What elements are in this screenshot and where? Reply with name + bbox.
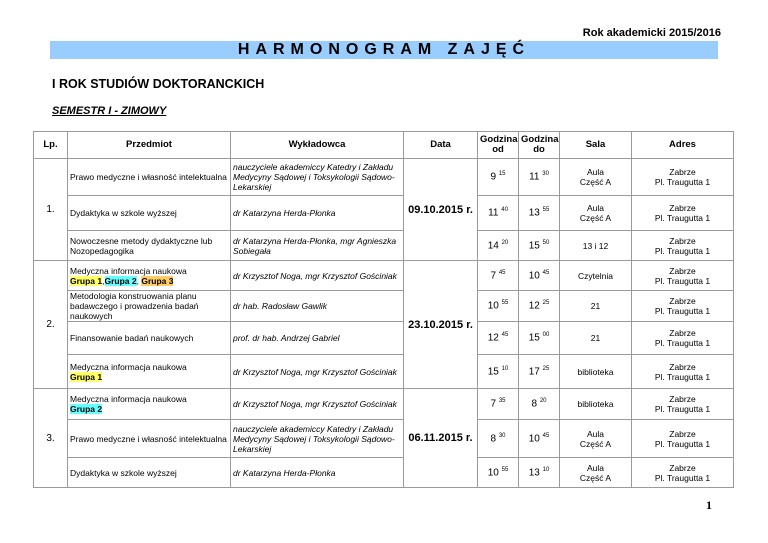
time-from-cell: 9 $^{15}$ — [478, 159, 519, 196]
address-cell: Zabrze Pl. Traugutta 1 — [632, 261, 734, 291]
address-cell: Zabrze Pl. Traugutta 1 — [632, 159, 734, 196]
address-cell: Zabrze Pl. Traugutta 1 — [632, 322, 734, 355]
academic-year: Rok akademicki 2015/2016 — [582, 27, 721, 39]
table-row — [34, 261, 734, 291]
col-time-from: Godzina od — [478, 132, 519, 159]
lecturer-cell: dr Krzysztof Noga, mgr Krzysztof Gościniak — [231, 389, 404, 420]
lecturer-cell: dr Katarzyna Herda-Płonka — [231, 458, 404, 488]
room-cell: Aula Część A — [560, 458, 632, 488]
col-lp: Lp. — [34, 132, 68, 159]
subject-cell: Dydaktyka w szkole wyższej — [68, 196, 231, 231]
lecturer-cell: dr Katarzyna Herda-Płonka, mgr Agnieszka Sobiegała — [231, 231, 404, 261]
room-cell: Aula Część A — [560, 196, 632, 231]
group-badge: Grupa 1 — [70, 371, 103, 382]
lecturer-cell: nauczyciele akademiccy Katedry i Zakładu Medycyny Sądowej i Toksykologii Sądowo-Lekarskiej — [231, 420, 404, 458]
time-to-cell: 17 $^{25}$ — [519, 355, 560, 389]
room-cell: Aula Część A — [560, 420, 632, 458]
subject-cell: Prawo medyczne i własność intelektualna — [68, 420, 231, 458]
document-title: HARMONOGRAM ZAJĘĆ — [50, 41, 718, 59]
subject-cell: Metodologia konstruowania planu badawczego i prowadzenia badań naukowych — [68, 291, 231, 322]
lecturer-cell: dr Krzysztof Noga, mgr Krzysztof Gościniak — [231, 355, 404, 389]
time-to-cell: 11 $^{30}$ — [519, 159, 560, 196]
date-cell: 23.10.2015 r. — [404, 261, 478, 389]
lecturer-cell: dr hab. Radosław Gawlik — [231, 291, 404, 322]
time-from-cell: 12 $^{45}$ — [478, 322, 519, 355]
lecturer-cell: prof. dr hab. Andrzej Gabriel — [231, 322, 404, 355]
time-to-cell: 13 $^{55}$ — [519, 196, 560, 231]
room-cell: biblioteka — [560, 389, 632, 420]
time-from-cell: 8 $^{30}$ — [478, 420, 519, 458]
col-time-to: Godzina do — [519, 132, 560, 159]
room-cell: biblioteka — [560, 355, 632, 389]
lecturer-cell: nauczyciele akademiccy Katedry i Zakładu Medycyny Sądowej i Toksykologii Sądowo-Lekarskiej — [231, 159, 404, 196]
subject-cell: Dydaktyka w szkole wyższej — [68, 458, 231, 488]
time-from-cell: 10 $^{55}$ — [478, 291, 519, 322]
time-to-cell: 10 $^{45}$ — [519, 420, 560, 458]
table-row — [34, 159, 734, 196]
subject-cell: Finansowanie badań naukowych — [68, 322, 231, 355]
col-address: Adres — [632, 132, 734, 159]
address-cell: Zabrze Pl. Traugutta 1 — [632, 355, 734, 389]
table-row — [34, 322, 734, 355]
time-from-cell: 7 $^{45}$ — [478, 261, 519, 291]
lecturer-cell: dr Krzysztof Noga, mgr Krzysztof Gościniak — [231, 261, 404, 291]
date-cell: 06.11.2015 r. — [404, 389, 478, 488]
time-from-cell: 10 $^{55}$ — [478, 458, 519, 488]
col-date: Data — [404, 132, 478, 159]
subject-cell: Medyczna informacja naukowa Grupa 2 — [68, 389, 231, 420]
group-badge: Grupa 2 — [104, 275, 137, 286]
time-to-cell: 12 $^{25}$ — [519, 291, 560, 322]
time-from-cell: 15 $^{10}$ — [478, 355, 519, 389]
room-cell: Aula Część A — [560, 159, 632, 196]
table-row — [34, 231, 734, 261]
group-badge: Grupa 3 — [141, 275, 174, 286]
address-cell: Zabrze Pl. Traugutta 1 — [632, 420, 734, 458]
address-cell: Zabrze Pl. Traugutta 1 — [632, 458, 734, 488]
semester-label: SEMESTR I - ZIMOWY — [52, 105, 167, 117]
lp-cell: 1. — [34, 159, 68, 261]
room-cell: Czytelnia — [560, 261, 632, 291]
address-cell: Zabrze Pl. Traugutta 1 — [632, 231, 734, 261]
time-from-cell: 11 $^{40}$ — [478, 196, 519, 231]
room-cell: 13 i 12 — [560, 231, 632, 261]
room-cell: 21 — [560, 322, 632, 355]
time-from-cell: 14 $^{20}$ — [478, 231, 519, 261]
lecturer-cell: dr Katarzyna Herda-Płonka — [231, 196, 404, 231]
time-to-cell: 15 $^{50}$ — [519, 231, 560, 261]
time-to-cell: 13 $^{10}$ — [519, 458, 560, 488]
page-number: 1 — [706, 498, 712, 512]
time-to-cell: 8 $^{20}$ — [519, 389, 560, 420]
subject-cell: Prawo medyczne i własność intelektualna — [68, 159, 231, 196]
table-row — [34, 420, 734, 458]
room-cell: 21 — [560, 291, 632, 322]
col-subject: Przedmiot — [68, 132, 231, 159]
time-from-cell: 7 $^{35}$ — [478, 389, 519, 420]
table-row — [34, 291, 734, 322]
group-badge: Grupa 2 — [70, 404, 103, 414]
table-row — [34, 389, 734, 420]
lp-cell: 3. — [34, 389, 68, 488]
address-cell: Zabrze Pl. Traugutta 1 — [632, 389, 734, 420]
address-cell: Zabrze Pl. Traugutta 1 — [632, 291, 734, 322]
subject-cell: Medyczna informacja naukowa Grupa 1 — [68, 355, 231, 389]
table-row — [34, 196, 734, 231]
subject-cell: Medyczna informacja naukowa Grupa 1,Grupa 2, Grupa 3 — [68, 261, 231, 291]
col-lecturer: Wykładowca — [231, 132, 404, 159]
table-row — [34, 355, 734, 389]
group-badge: Grupa 1 — [70, 275, 103, 286]
table-row — [34, 458, 734, 488]
table-header — [34, 132, 734, 159]
time-to-cell: 10 $^{45}$ — [519, 261, 560, 291]
date-cell: 09.10.2015 r. — [404, 159, 478, 261]
subject-cell: Nowoczesne metody dydaktyczne lub Nozopedagogika — [68, 231, 231, 261]
schedule-table — [33, 131, 734, 488]
lp-cell: 2. — [34, 261, 68, 389]
time-to-cell: 15 $^{00}$ — [519, 322, 560, 355]
section-heading: I ROK STUDIÓW DOKTORANCKICH — [52, 77, 265, 91]
address-cell: Zabrze Pl. Traugutta 1 — [632, 196, 734, 231]
col-room: Sala — [560, 132, 632, 159]
